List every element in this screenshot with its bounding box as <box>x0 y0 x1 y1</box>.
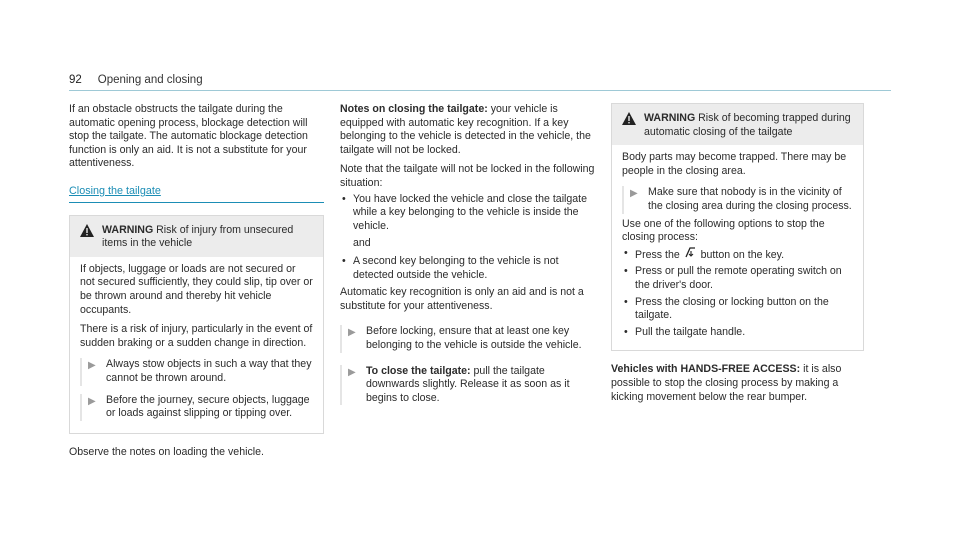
page-header <box>69 74 891 88</box>
warning-label: WARNING <box>644 112 696 124</box>
page-number: 92 <box>69 74 82 86</box>
step-text: Before locking, ensure that at least one key belonging to the vehicle is outside the vehicle. <box>366 325 582 351</box>
tailgate-button-icon <box>685 247 696 263</box>
warning-box-injury <box>69 215 324 434</box>
warning-paragraph: There is a risk of injury, particularly in the event of sudden braking or a sudden change in direction. <box>80 323 313 349</box>
warning-paragraph: Body parts may become trapped. There may be people in the closing area. <box>622 151 847 177</box>
list-item: • Press the closing or locking button on the tailgate. <box>622 296 853 323</box>
warning-body <box>612 145 863 350</box>
warning-label: WARNING <box>102 223 154 236</box>
auto-key-note: Automatic key recognition is only an aid and is not a substitute for your attentiveness. <box>340 286 584 312</box>
warning-triangle-icon <box>622 112 636 125</box>
notes-paragraph <box>340 103 600 157</box>
situation-intro: Note that the tailgate will not be locked in the following situation: <box>340 163 595 189</box>
arrow-right-icon: ▶ <box>88 360 96 372</box>
step-text: Make sure that nobody is in the vicinity of the closing area during the closing process. <box>648 186 852 212</box>
instruction-step <box>80 394 313 421</box>
warning-paragraph: If objects, luggage or loads are not secured or not secured sufficiently, they could slip, tip over or be thrown around and thereby hit vehicle occupants. <box>80 262 313 316</box>
step-text: Always stow objects in such a way that they cannot be thrown around. <box>106 358 312 384</box>
handsfree-text: it is also possible to stop the closing process by making a kicking movement below the rear bumper. <box>611 363 842 403</box>
list-item: • Pull the tailgate handle. <box>622 326 853 340</box>
intro-paragraph: If an obstacle obstructs the tailgate during the automatic opening process, blockage detection will stop the tailgate. The automatic blockage detection function is only an aid. It is not a substitute for your attentiveness. <box>69 103 308 170</box>
column-3 <box>611 103 864 410</box>
instruction-step <box>80 358 313 385</box>
column-2 <box>340 103 600 409</box>
instruction-step <box>340 365 600 406</box>
warning-triangle-icon <box>80 224 94 237</box>
and-text: and <box>353 237 371 250</box>
instruction-step <box>340 325 600 352</box>
warning-header <box>70 216 323 257</box>
arrow-right-icon: ▶ <box>348 366 356 378</box>
column-1 <box>69 103 324 465</box>
warning-paragraph: Use one of the following options to stop the closing process: <box>622 217 825 244</box>
observe-note: Observe the notes on loading the vehicle. <box>69 445 264 458</box>
list-item: • You have locked the vehicle and close the tailgate while a key belonging to the vehicle is inside the vehicle. <box>340 193 600 234</box>
closing-tailgate-heading[interactable]: Closing the tailgate <box>69 185 324 203</box>
warning-box-trapped <box>611 103 864 351</box>
list-item: • Press or pull the remote operating switch on the driver's door. <box>622 265 853 292</box>
list-item: • Press the button on the key. <box>622 247 853 263</box>
arrow-right-icon: ▶ <box>630 188 638 200</box>
list-item: • A second key belonging to the vehicle is not detected outside the vehicle. <box>340 255 600 282</box>
warning-title: Risk of injury from unsecured items in the vehicle <box>102 223 294 250</box>
step-text: To close the tailgate: pull the tailgate downwards slightly. Release it as soon as it begins to close. <box>366 364 570 404</box>
warning-title: Risk of becoming trapped during automatic closing of the tailgate <box>644 112 851 138</box>
notes-text: your vehicle is equipped with automatic key recognition. If a key belonging to the vehicle is detected in the vehicle, the tailgate will not be locked. <box>340 103 591 156</box>
instruction-step <box>622 186 853 213</box>
header-divider <box>69 90 891 91</box>
section-title: Opening and closing <box>97 74 203 86</box>
stop-options-list <box>622 247 853 340</box>
situation-list <box>340 193 600 234</box>
situation-list <box>340 255 600 282</box>
step-text: Before the journey, secure objects, luggage or loads against slipping or tipping over. <box>106 393 310 420</box>
warning-header <box>612 104 863 145</box>
arrow-right-icon: ▶ <box>348 327 356 339</box>
handsfree-paragraph <box>611 363 864 404</box>
arrow-right-icon: ▶ <box>88 395 96 407</box>
handsfree-label: Vehicles with HANDS-FREE ACCESS: <box>611 363 801 376</box>
warning-body <box>70 257 323 433</box>
notes-label: Notes on closing the tailgate: <box>340 103 488 115</box>
